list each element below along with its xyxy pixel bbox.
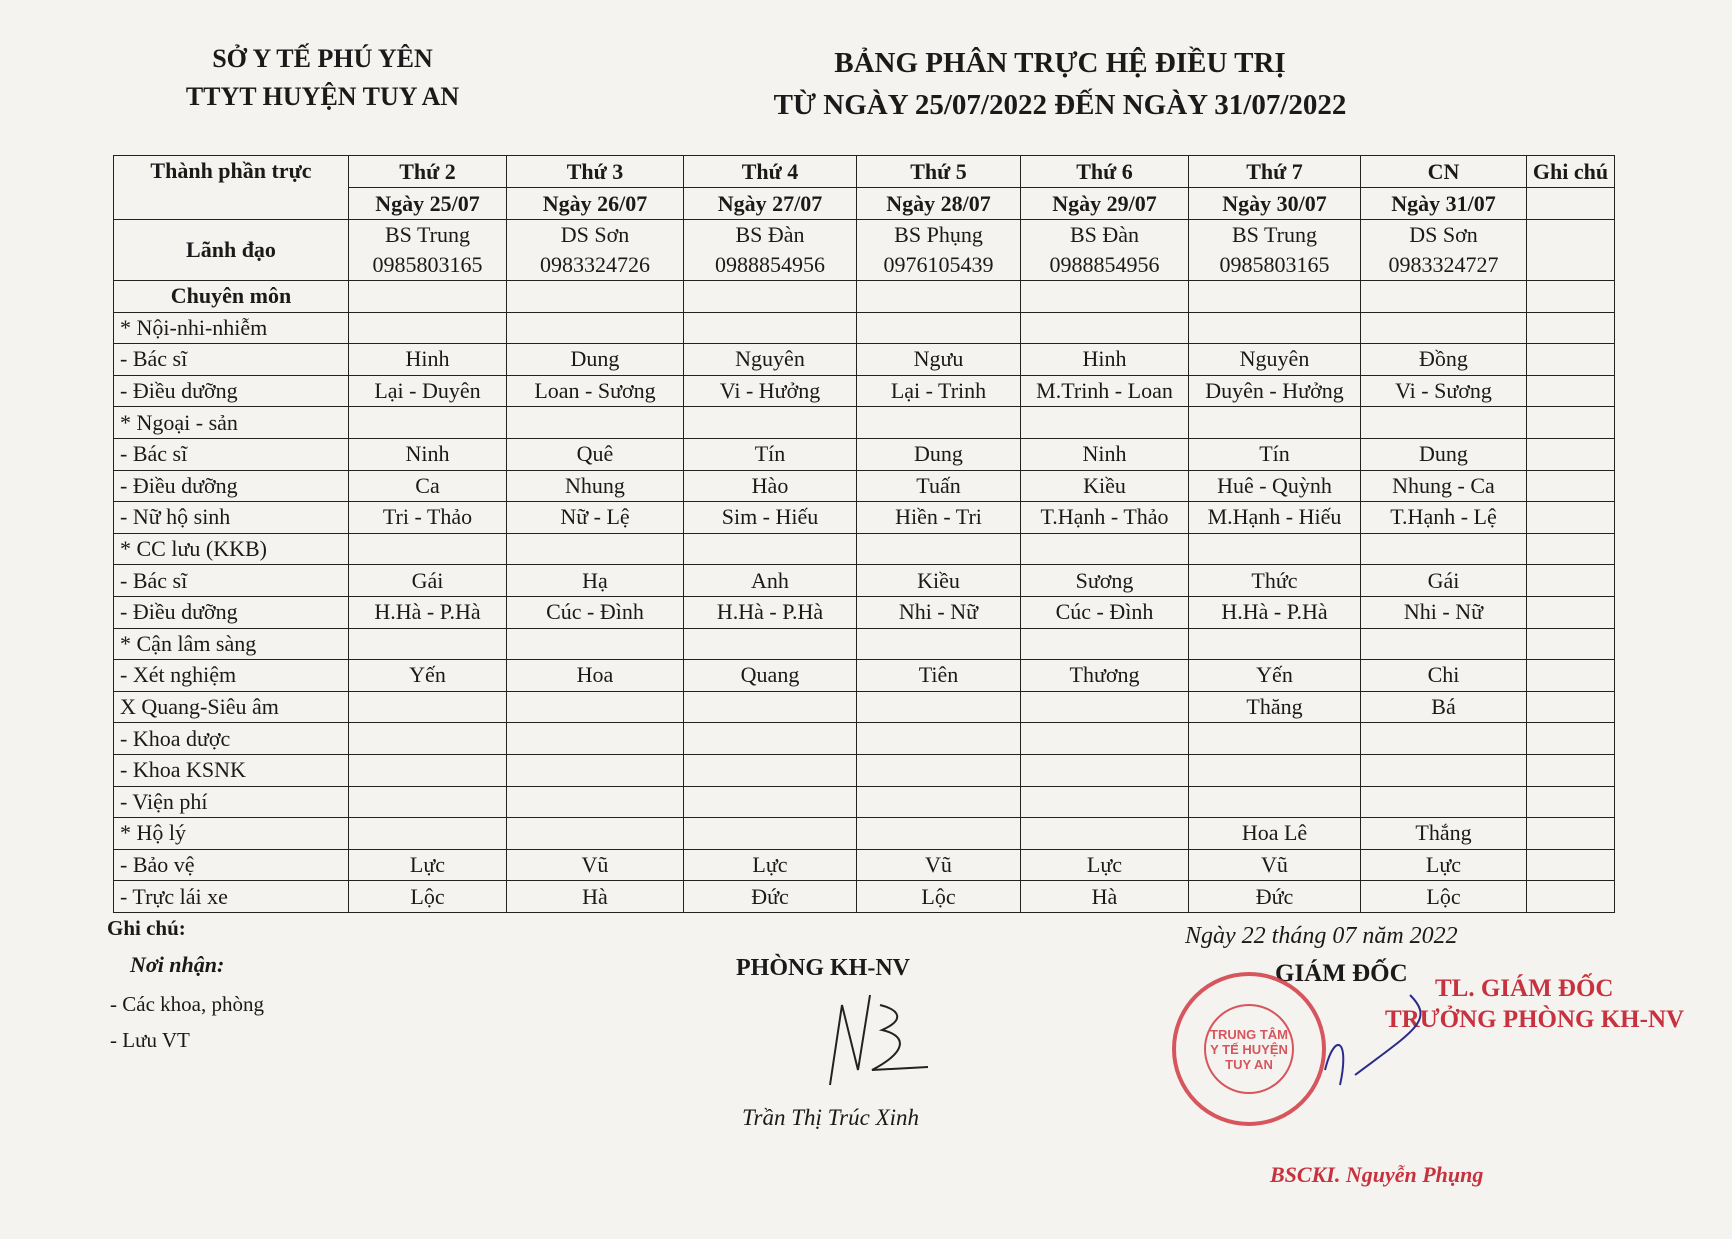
duty-cell: Quê: [507, 438, 684, 470]
duty-cell: Ninh: [349, 438, 507, 470]
row-label: - Bác sĩ: [114, 565, 349, 597]
duty-cell: Thức: [1189, 565, 1361, 597]
duty-cell: Bá: [1361, 691, 1527, 723]
duty-row: [114, 407, 1615, 439]
duty-cell: [1189, 628, 1361, 660]
tl-line-2: TRƯỞNG PHÒNG KH-NV: [1385, 1006, 1685, 1033]
duty-cell: [349, 281, 507, 313]
note-cell: [1527, 849, 1615, 881]
leader-phone: 0985803165: [1219, 252, 1330, 277]
duty-cell: Dung: [507, 344, 684, 376]
duty-row: [114, 691, 1615, 723]
duty-cell: [1189, 754, 1361, 786]
duty-row: [114, 565, 1615, 597]
leader-name: BS Phụng: [894, 222, 983, 247]
row-label: - Khoa KSNK: [114, 754, 349, 786]
row-label: * Cận lâm sàng: [114, 628, 349, 660]
duty-cell: [349, 312, 507, 344]
day-header: Thứ 3: [507, 156, 684, 188]
duty-cell: [1361, 754, 1527, 786]
duty-row: [114, 312, 1615, 344]
duty-cell: Tri - Thảo: [349, 502, 507, 534]
leader-name: BS Trung: [384, 222, 470, 247]
dept-signature-graphic: [810, 975, 940, 1095]
duty-cell: T.Hạnh - Lệ: [1361, 502, 1527, 534]
note-cell: [1527, 502, 1615, 534]
duty-cell: [857, 786, 1021, 818]
row-label: - Điều dưỡng: [114, 470, 349, 502]
leader-cell: [1361, 220, 1527, 281]
duty-row: [114, 375, 1615, 407]
duty-cell: [349, 723, 507, 755]
row-label: * CC lưu (KKB): [114, 533, 349, 565]
row-label: - Viện phí: [114, 786, 349, 818]
duty-cell: Lực: [1361, 849, 1527, 881]
dept-signer: Trần Thị Trúc Xinh: [742, 1105, 920, 1130]
duty-cell: [684, 786, 857, 818]
duty-row: [114, 881, 1615, 913]
date-header: Ngày 31/07: [1361, 188, 1527, 220]
duty-cell: M.Hạnh - Hiếu: [1189, 502, 1361, 534]
leader-name: BS Đàn: [1069, 222, 1140, 247]
note-cell: [1527, 220, 1615, 281]
leader-phone: 0988854956: [715, 252, 825, 277]
duty-cell: [684, 281, 857, 313]
agency-line-2: TTYT HUYỆN TUY AN: [185, 81, 460, 111]
duty-cell: Đức: [684, 881, 857, 913]
note-cell: [1527, 723, 1615, 755]
leader-name: DS Sơn: [560, 222, 630, 247]
dept-title: PHÒNG KH-NV: [736, 955, 910, 981]
duty-cell: Tín: [1189, 438, 1361, 470]
duty-cell: [1361, 533, 1527, 565]
duty-cell: Vũ: [1189, 849, 1361, 881]
schedule-table: [113, 155, 1615, 913]
duty-cell: [684, 754, 857, 786]
duty-cell: [684, 533, 857, 565]
duty-cell: Lực: [349, 849, 507, 881]
agency-line-1: SỞ Y TẾ PHÚ YÊN: [212, 44, 433, 73]
duty-row: [114, 723, 1615, 755]
stamp-text: TRUNG TÂM Y TẾ HUYỆN TUY AN: [1210, 1026, 1288, 1072]
duty-cell: [507, 312, 684, 344]
duty-row: [114, 628, 1615, 660]
note-cell: [1527, 786, 1615, 818]
leadership-row: [114, 220, 1615, 281]
duty-row: [114, 502, 1615, 534]
duty-row: [114, 818, 1615, 850]
date-header: Ngày 25/07: [349, 188, 507, 220]
day-header: Thứ 6: [1021, 156, 1189, 188]
leader-phone: 0988854956: [1049, 252, 1160, 277]
duty-cell: Hà: [507, 881, 684, 913]
duty-cell: Huê - Quỳnh: [1189, 470, 1361, 502]
duty-cell: Đức: [1189, 881, 1361, 913]
duty-cell: Gái: [349, 565, 507, 597]
row-label: Lãnh đạo: [114, 220, 349, 281]
leader-cell: [684, 220, 857, 281]
duty-cell: Chi: [1361, 660, 1527, 692]
duty-cell: [1021, 533, 1189, 565]
duty-cell: [857, 533, 1021, 565]
day-header: Thứ 5: [857, 156, 1021, 188]
duty-cell: Lại - Duyên: [349, 375, 507, 407]
duty-cell: [1021, 281, 1189, 313]
duty-cell: Hiền - Tri: [857, 502, 1021, 534]
duty-cell: Hoa Lê: [1189, 818, 1361, 850]
duty-cell: H.Hà - P.Hà: [349, 596, 507, 628]
day-header: Thứ 7: [1189, 156, 1361, 188]
duty-cell: [507, 281, 684, 313]
day-header: CN: [1361, 156, 1527, 188]
recipient-item: - Lưu VT: [110, 1028, 190, 1052]
duty-cell: [507, 723, 684, 755]
duty-cell: [684, 312, 857, 344]
leader-phone: 0983324726: [540, 252, 650, 277]
date-header: Ngày 28/07: [857, 188, 1021, 220]
duty-cell: [857, 723, 1021, 755]
duty-cell: [684, 691, 857, 723]
row-label: * Ngoại - sản: [114, 407, 349, 439]
duty-row: [114, 660, 1615, 692]
corner-header: Thành phần trực: [114, 156, 349, 220]
note-cell: [1527, 281, 1615, 313]
duty-cell: [1189, 312, 1361, 344]
duty-row: [114, 344, 1615, 376]
duty-cell: Ca: [349, 470, 507, 502]
duty-cell: Lộc: [349, 881, 507, 913]
row-label: X Quang-Siêu âm: [114, 691, 349, 723]
note-cell: [1527, 565, 1615, 597]
duty-cell: Kiều: [857, 565, 1021, 597]
title-line-1: BẢNG PHÂN TRỰC HỆ ĐIỀU TRỊ: [834, 47, 1286, 79]
duty-cell: Vi - Hưởng: [684, 375, 857, 407]
duty-cell: [1361, 786, 1527, 818]
date-header: Ngày 29/07: [1021, 188, 1189, 220]
note-cell: [1527, 628, 1615, 660]
duty-cell: Hinh: [349, 344, 507, 376]
duty-cell: Cúc - Đình: [507, 596, 684, 628]
duty-cell: [507, 691, 684, 723]
table-header-row: [114, 156, 1615, 188]
duty-cell: [349, 754, 507, 786]
duty-cell: Nhung - Ca: [1361, 470, 1527, 502]
row-label: Chuyên môn: [114, 281, 349, 313]
note-cell: [1527, 818, 1615, 850]
duty-cell: Nhi - Nữ: [1361, 596, 1527, 628]
duty-cell: Hào: [684, 470, 857, 502]
note-cell: [1527, 660, 1615, 692]
date-header: Ngày 30/07: [1189, 188, 1361, 220]
duty-cell: Duyên - Hưởng: [1189, 375, 1361, 407]
duty-cell: [349, 691, 507, 723]
duty-cell: [349, 818, 507, 850]
row-label: * Nội-nhi-nhiễm: [114, 312, 349, 344]
director-signer: BSCKI. Nguyễn Phụng: [1270, 1162, 1484, 1187]
duty-cell: Thắng: [1361, 818, 1527, 850]
duty-cell: [1361, 723, 1527, 755]
duty-cell: Lực: [684, 849, 857, 881]
duty-cell: Thăng: [1189, 691, 1361, 723]
duty-cell: [507, 407, 684, 439]
duty-cell: Quang: [684, 660, 857, 692]
duty-cell: [857, 628, 1021, 660]
duty-row: [114, 281, 1615, 313]
duty-cell: [1189, 407, 1361, 439]
leader-name: DS Sơn: [1409, 222, 1478, 247]
note-cell: [1527, 691, 1615, 723]
leader-cell: [1189, 220, 1361, 281]
date-line: Ngày 22 tháng 07 năm 2022: [1185, 923, 1458, 949]
duty-cell: Cúc - Đình: [1021, 596, 1189, 628]
duty-cell: [857, 754, 1021, 786]
duty-cell: T.Hạnh - Thảo: [1021, 502, 1189, 534]
duty-cell: [857, 281, 1021, 313]
date-header: Ngày 26/07: [507, 188, 684, 220]
duty-cell: [1189, 533, 1361, 565]
duty-cell: Sương: [1021, 565, 1189, 597]
duty-row: [114, 596, 1615, 628]
leader-phone: 0983324727: [1388, 252, 1499, 277]
note-label: Ghi chú:: [107, 916, 186, 940]
duty-cell: [1021, 723, 1189, 755]
row-label: - Nữ hộ sinh: [114, 502, 349, 534]
duty-cell: Hoa: [507, 660, 684, 692]
duty-row: [114, 849, 1615, 881]
duty-cell: [349, 628, 507, 660]
duty-cell: Lại - Trinh: [857, 375, 1021, 407]
duty-cell: Yến: [1189, 660, 1361, 692]
duty-cell: [1021, 407, 1189, 439]
note-cell: [1527, 470, 1615, 502]
duty-cell: Thương: [1021, 660, 1189, 692]
duty-cell: Nữ - Lệ: [507, 502, 684, 534]
note-cell: [1527, 188, 1615, 220]
note-cell: [1527, 407, 1615, 439]
duty-cell: Hạ: [507, 565, 684, 597]
duty-cell: Ngưu: [857, 344, 1021, 376]
duty-cell: [857, 691, 1021, 723]
note-cell: [1527, 375, 1615, 407]
duty-cell: [1361, 312, 1527, 344]
duty-cell: Vi - Sương: [1361, 375, 1527, 407]
duty-cell: [349, 786, 507, 818]
duty-row: [114, 470, 1615, 502]
recipient-item: - Các khoa, phòng: [110, 992, 264, 1016]
document-title: [700, 42, 1420, 126]
duty-cell: [1189, 281, 1361, 313]
duty-row: [114, 438, 1615, 470]
duty-cell: Tín: [684, 438, 857, 470]
duty-cell: [1021, 312, 1189, 344]
duty-cell: Dung: [1361, 438, 1527, 470]
leader-cell: [507, 220, 684, 281]
duty-cell: [507, 754, 684, 786]
duty-cell: [349, 533, 507, 565]
duty-cell: [684, 628, 857, 660]
duty-cell: H.Hà - P.Hà: [684, 596, 857, 628]
stamp-center: [1204, 1004, 1294, 1094]
duty-cell: Loan - Sương: [507, 375, 684, 407]
note-cell: [1527, 533, 1615, 565]
duty-cell: Đồng: [1361, 344, 1527, 376]
leader-cell: [857, 220, 1021, 281]
duty-cell: Gái: [1361, 565, 1527, 597]
duty-cell: [1021, 786, 1189, 818]
duty-cell: [684, 818, 857, 850]
day-header: Thứ 4: [684, 156, 857, 188]
row-label: - Xét nghiệm: [114, 660, 349, 692]
note-cell: [1527, 312, 1615, 344]
duty-cell: Nguyên: [1189, 344, 1361, 376]
duty-cell: [507, 628, 684, 660]
duty-cell: Vũ: [507, 849, 684, 881]
row-label: - Điều dưỡng: [114, 375, 349, 407]
duty-cell: [857, 818, 1021, 850]
duty-cell: Kiều: [1021, 470, 1189, 502]
duty-row: [114, 786, 1615, 818]
duty-cell: Tuấn: [857, 470, 1021, 502]
duty-cell: Nhung: [507, 470, 684, 502]
tl-line-1: TL. GIÁM ĐỐC: [1435, 975, 1614, 1002]
row-label: - Bảo vệ: [114, 849, 349, 881]
leader-phone: 0985803165: [372, 252, 483, 277]
duty-cell: [349, 407, 507, 439]
duty-cell: Tiên: [857, 660, 1021, 692]
director-title: GIÁM ĐỐC: [1275, 960, 1408, 987]
duty-cell: M.Trinh - Loan: [1021, 375, 1189, 407]
duty-cell: Vũ: [857, 849, 1021, 881]
duty-cell: [1361, 281, 1527, 313]
note-cell: [1527, 344, 1615, 376]
note-cell: [1527, 438, 1615, 470]
duty-cell: Sim - Hiếu: [684, 502, 857, 534]
leader-cell: [1021, 220, 1189, 281]
duty-cell: [857, 407, 1021, 439]
duty-cell: Dung: [857, 438, 1021, 470]
date-header: Ngày 27/07: [684, 188, 857, 220]
row-label: - Điều dưỡng: [114, 596, 349, 628]
day-header: Thứ 2: [349, 156, 507, 188]
duty-cell: Lộc: [857, 881, 1021, 913]
duty-cell: [1361, 407, 1527, 439]
row-label: * Hộ lý: [114, 818, 349, 850]
row-label: - Bác sĩ: [114, 344, 349, 376]
duty-cell: [857, 312, 1021, 344]
note-header: Ghi chú: [1527, 156, 1615, 188]
duty-row: [114, 533, 1615, 565]
duty-cell: [1021, 628, 1189, 660]
duty-cell: Yến: [349, 660, 507, 692]
note-cell: [1527, 881, 1615, 913]
leader-name: BS Đàn: [735, 222, 805, 247]
duty-row: [114, 754, 1615, 786]
row-label: - Khoa dược: [114, 723, 349, 755]
duty-cell: H.Hà - P.Hà: [1189, 596, 1361, 628]
duty-cell: [1189, 723, 1361, 755]
agency-header: [150, 40, 495, 115]
duty-cell: Hà: [1021, 881, 1189, 913]
duty-cell: [684, 407, 857, 439]
duty-cell: [1189, 786, 1361, 818]
row-label: - Trực lái xe: [114, 881, 349, 913]
note-cell: [1527, 754, 1615, 786]
duty-cell: Hinh: [1021, 344, 1189, 376]
duty-cell: [507, 786, 684, 818]
leader-name: BS Trung: [1231, 222, 1317, 247]
duty-cell: [1021, 818, 1189, 850]
duty-cell: Lực: [1021, 849, 1189, 881]
duty-cell: [507, 533, 684, 565]
director-signature-graphic: [1295, 990, 1425, 1105]
duty-cell: Nhi - Nữ: [857, 596, 1021, 628]
duty-cell: Nguyên: [684, 344, 857, 376]
duty-cell: Ninh: [1021, 438, 1189, 470]
leader-phone: 0976105439: [883, 252, 994, 277]
duty-cell: [1021, 691, 1189, 723]
duty-cell: [1361, 628, 1527, 660]
duty-cell: [1021, 754, 1189, 786]
duty-cell: [684, 723, 857, 755]
duty-cell: Lộc: [1361, 881, 1527, 913]
row-label: - Bác sĩ: [114, 438, 349, 470]
leader-cell: [349, 220, 507, 281]
title-line-2: TỪ NGÀY 25/07/2022 ĐẾN NGÀY 31/07/2022: [773, 89, 1347, 122]
note-cell: [1527, 596, 1615, 628]
recipients-label: Nơi nhận:: [130, 952, 225, 977]
duty-cell: [507, 818, 684, 850]
duty-cell: Anh: [684, 565, 857, 597]
